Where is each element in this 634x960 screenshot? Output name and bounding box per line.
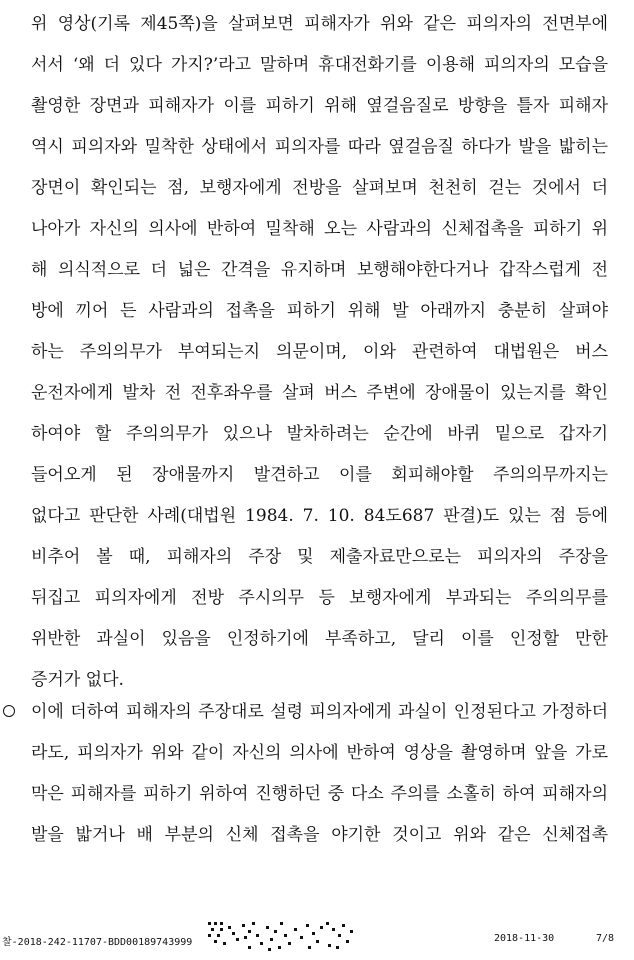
text-line: 하여야 할 주의의무가 있으나 발차하려는 순간에 바퀴 밑으로 갑자기	[31, 424, 608, 444]
text-line: 위반한 과실이 있음을 인정하기에 부족하고, 달리 이를 인정할 만한	[31, 629, 608, 649]
text-line: 들어오게 된 장애물까지 발견하고 이를 회피해야할 주의의무까지는	[31, 465, 608, 485]
text-line: 위 영상(기록 제45쪽)을 살펴보면 피해자가 위와 같은 피의자의 전면부에	[31, 14, 608, 34]
text-line: 이에 더하여 피해자의 주장대로 설령 피의자에게 과실이 인정된다고 가정하더	[31, 702, 608, 722]
text-line: 촬영한 장면과 피해자가 이를 피하기 위해 옆걸음질로 방향을 틀자 피해자	[31, 96, 608, 116]
text-line: 장면이 확인되는 점, 보행자에게 전방을 살펴보며 천천히 걷는 것에서 더	[31, 178, 608, 198]
document-date: 2018-11-30	[494, 933, 555, 944]
page-footer	[0, 920, 634, 960]
text-line: 나아가 자신의 의사에 반하여 밀착해 오는 사람과의 신체접촉을 피하기 위	[31, 219, 608, 239]
text-line: 방에 끼어 든 사람과의 접촉을 피하기 위해 발 아래까지 충분히 살펴야	[31, 301, 608, 321]
text-line: 하는 주의의무가 부여되는지 의문이며, 이와 관련하여 대법원은 버스	[31, 342, 608, 362]
text-line: 운전자에게 발차 전 전후좌우를 살펴 버스 주변에 장애물이 있는지를 확인	[31, 383, 608, 403]
text-line: 역시 피의자와 밀착한 상태에서 피의자를 따라 옆걸음질 하다가 발을 밟히는	[31, 137, 608, 157]
text-line: 비추어 볼 때, 피해자의 주장 및 제출자료만으로는 피의자의 주장을	[31, 547, 608, 567]
text-line: 서서 ‘왜 더 있다 가지?’라고 말하며 휴대전화기를 이용해 피의자의 모습을	[31, 55, 608, 75]
bullet-circle-icon	[3, 705, 15, 717]
text-line: 라도, 피의자가 위와 같이 자신의 의사에 반하여 영상을 촬영하며 앞을 가로	[31, 743, 608, 763]
text-line: 없다고 판단한 사례(대법원 1984. 7. 10. 84도687 판결)도 있는 점 등에	[31, 506, 608, 526]
text-line: 뒤집고 피의자에게 전방 주시의무 등 보행자에게 부과되는 주의의무를	[31, 588, 608, 608]
page-number: 7/8	[596, 933, 615, 944]
barcode-icon	[208, 920, 358, 956]
text-line: 증거가 없다.	[31, 670, 124, 690]
text-line: 해 의식적으로 더 넓은 간격을 유지하며 보행해야한다거나 갑작스럽게 전	[31, 260, 608, 280]
text-line: 발을 밟거나 배 부분의 신체 접촉을 야기한 것이고 위와 같은 신체접촉	[31, 825, 608, 845]
document-id: 찰-2018-242-11707-BDD00189743999	[2, 937, 193, 948]
text-line: 막은 피해자를 피하기 위하여 진행하던 중 다소 주의를 소홀히 하여 피해자의	[31, 784, 608, 804]
